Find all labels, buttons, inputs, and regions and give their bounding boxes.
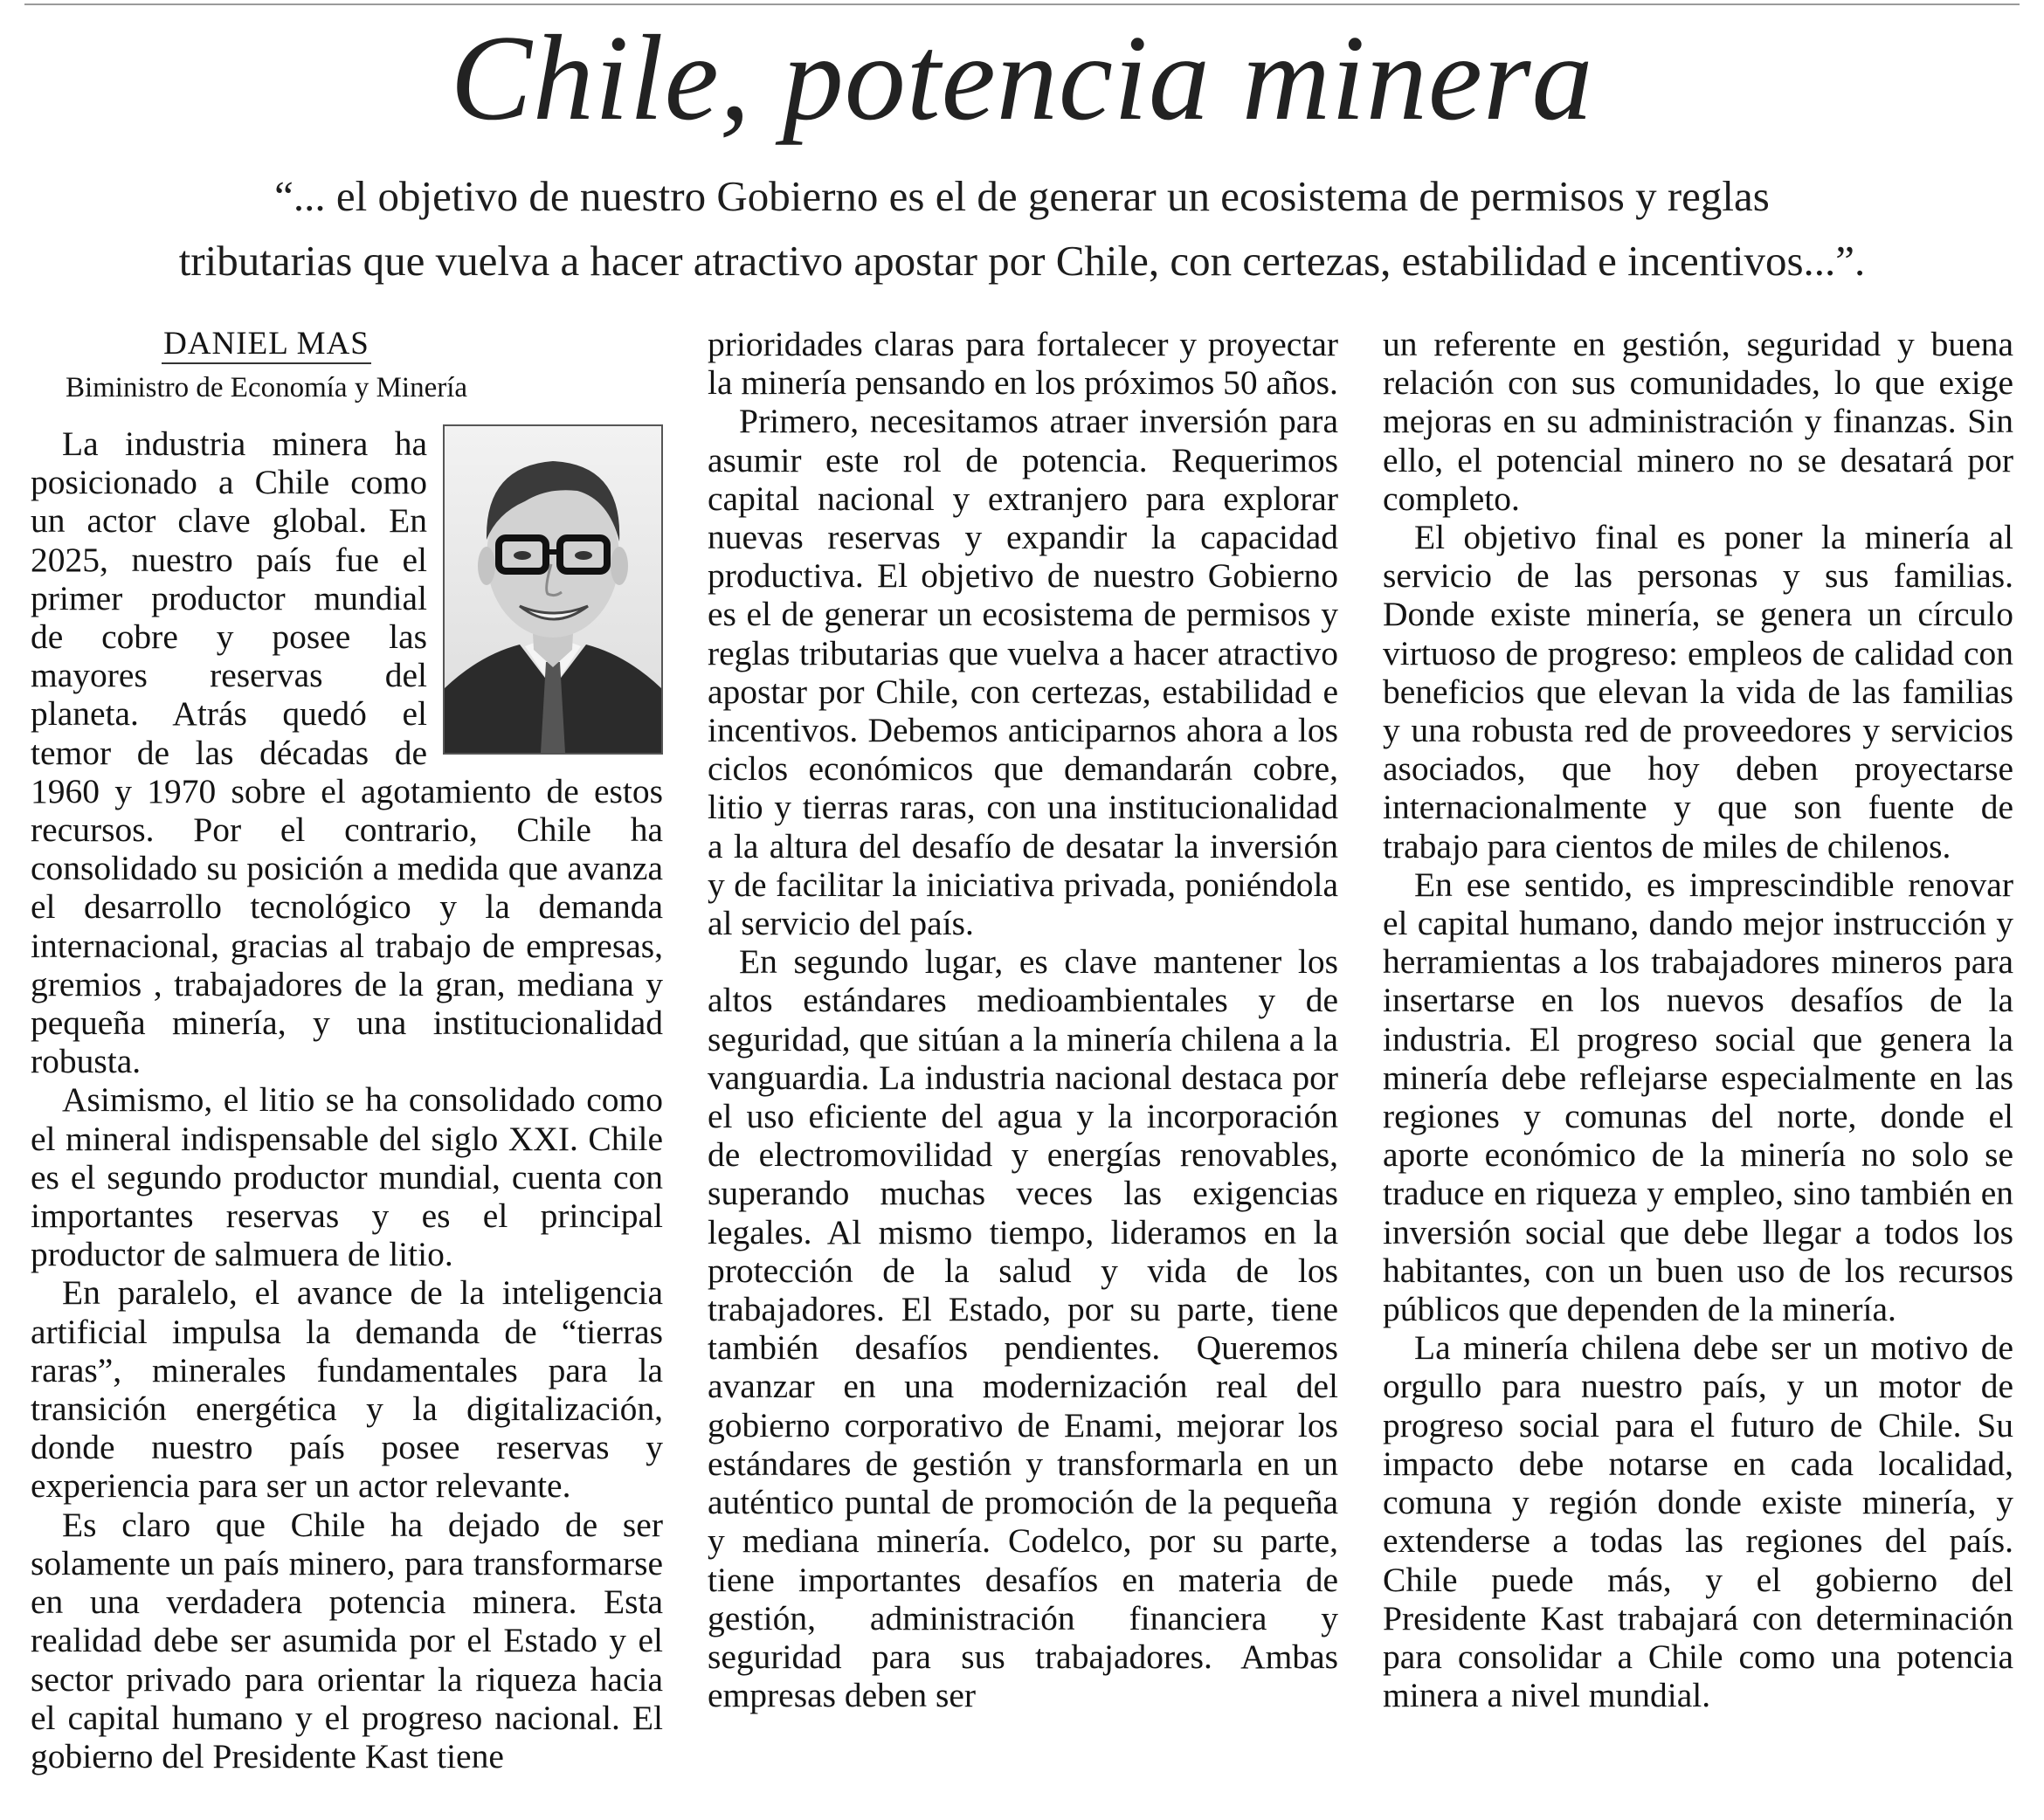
- column-2: [708, 325, 1338, 1714]
- paragraph-8: En ese sentido, es imprescindible renovar el capital humano, dando mejor instrucción y herramientas a los trabajadores mineros para insertarse en los nuevos desafíos de la industria. El progreso social que genera la minería debe reflejarse especialmente en las regiones y comunas del norte, donde el aporte económico de la minería no solo se traduce en riqueza y empleo, sino también en inversión social que debe llegar a todos los habitantes, con un buen uso de los recursos públicos que dependen de la minería.: [1383, 865, 2013, 1329]
- author-role: Biministro de Economía y Minería: [65, 372, 468, 403]
- paragraph-9: La minería chilena debe ser un motivo de orgullo para nuestro país, y un motor de progreso social para el futuro de Chile. Su impacto debe notarse en cada localidad, comuna y región donde existe minería, y extenderse a todas las regiones del país. Chile puede más, y el gobierno del Presidente Kast trabajará con determinación para consolidar a Chile como una potencia minera a nivel mundial.: [1383, 1328, 2013, 1715]
- portrait-illustration: [445, 426, 661, 753]
- author-name: [31, 325, 502, 363]
- author-portrait-photo: [443, 424, 663, 755]
- paragraph-4: Es claro que Chile ha dejado de ser solamente un país minero, para transformarse en una verdadera potencia minera. Esta realidad debe ser asumida por el Estado y el sector privado para orientar la riqueza hacia el capital humano y el progreso nacional. El gobierno del Presidente Kast tiene: [31, 1505, 663, 1775]
- column-3: [1383, 325, 2013, 1714]
- pull-quote-line-1: “... el objetivo de nuestro Gobierno es el de generar un ecosistema de permisos y reglas: [274, 172, 1770, 220]
- top-rule: [24, 3, 2020, 5]
- pull-quote-line-2: tributarias que vuelva a hacer atractivo apostar por Chile, con certezas, estabilidad e incentivos...”.: [178, 237, 1866, 285]
- paragraph-6-continued: un referente en gestión, seguridad y buena relación con sus comunidades, lo que exige mejoras en su administración y finanzas. Sin ello, el potencial minero no se desatará por completo.: [1383, 325, 2013, 518]
- paragraph-2: Asimismo, el litio se ha consolidado como el mineral indispensable del siglo XXI. Chile es el segundo productor mundial, cuenta con importantes reservas y es el principal productor de salmuera de litio.: [31, 1080, 663, 1274]
- paragraph-3: En paralelo, el avance de la inteligencia artificial impulsa la demanda de “tierras raras”, minerales fundamentales para la transición energética y la digitalización, donde nuestro país posee reservas y experiencia para ser un actor relevante.: [31, 1273, 663, 1506]
- paragraph-5: Primero, necesitamos atraer inversión para asumir este rol de potencia. Requerimos capital nacional y extranjero para explorar nuevas reservas y expandir la capacidad productiva. El objetivo de nuestro Gobierno es el de generar un ecosistema de permisos y reglas tributarias que vuelva a hacer atractivo apostar por Chile, con certezas, estabilidad e incentivos. Debemos anticiparnos ahora a los ciclos económicos que demandarán cobre, litio y tierras raras, con una institucionalidad a la altura del desafío de desatar la inversión y de facilitar la iniciativa privada, poniéndola al servicio del país.: [708, 402, 1338, 943]
- paragraph-6: En segundo lugar, es clave mantener los altos estándares medioambientales y de seguridad, que sitúan a la minería chilena a la vanguardia. La industria nacional destaca por el uso eficiente del agua y la incorporación de electromovilidad y energías renovables, superando muchas veces las exigencias legales. Al mismo tiempo, lideramos en la protección de la salud y vida de los trabajadores. El Estado, por su parte, tiene también desafíos pendientes. Queremos avanzar en una modernización real del gobierno corporativo de Enami, mejorar los estándares de gestión y transformarla en un auténtico puntal de promoción de la pequeña y mediana minería. Codelco, por su parte, tiene importantes desafíos en materia de gestión, administración financiera y seguridad para sus trabajadores. Ambas empresas deben ser: [708, 942, 1338, 1715]
- paragraph-7: El objetivo final es poner la minería al servicio de las personas y sus familias. Donde existe minería, se genera un círculo virtuoso de progreso: empleos de calidad con beneficios que elevan la vida de las familias y una robusta red de proveedores y servicios asociados, que hoy deben proyectarse internacionalmente y que son fuente de trabajo para cientos de miles de chilenos.: [1383, 518, 2013, 865]
- author-name-text: DANIEL MAS: [162, 326, 371, 364]
- column-1: [31, 325, 663, 1775]
- paragraph-1: [31, 424, 663, 1080]
- article-title: Chile, potencia minera: [450, 10, 1594, 146]
- pull-quote: [52, 164, 1992, 293]
- paragraph-4-continued: prioridades claras para fortalecer y proyectar la minería pensando en los próximos 50 años.: [708, 325, 1338, 403]
- paragraph-1-text: La industria minera ha posicionado a Chile como un actor clave global. En 2025, nuestro país fue el primer productor mundial de cobre y posee las mayores reservas del planeta. Atrás quedó el temor de las décadas de 1960 y 1970 sobre el agotamiento de estos recursos. Por el contrario, Chile ha consolidado su posición a medida que avanza el desarrollo tecnológico y la demanda internacional, gracias al trabajo de empresas, gremios , trabajadores de la gran, mediana y pequeña minería, y una institucionalidad robusta.: [31, 424, 663, 1081]
